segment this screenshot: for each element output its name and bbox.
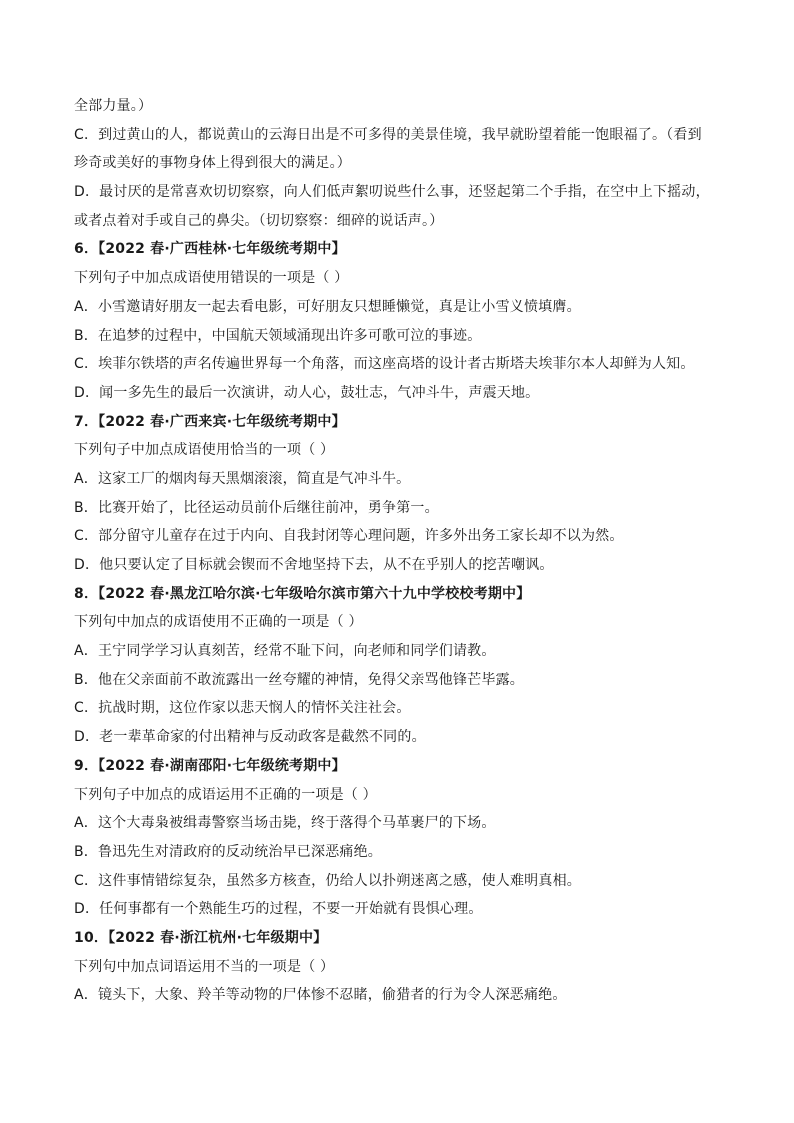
question-6-option-d: D．闻一多先生的最后一次演讲，动人心，鼓壮志，气冲斗牛，声震天地。 xyxy=(74,384,540,401)
question-9-option-c: C．这件事情错综复杂，虽然多方核查，仍给人以扑朔迷离之感，使人难明真相。 xyxy=(74,872,581,889)
question-7-option-d: D．他只要认定了目标就会锲而不舍地坚持下去，从不在乎别人的挖苦嘲讽。 xyxy=(74,557,554,573)
question-7-option-b: B．比赛开始了，比径运动员前仆后继往前冲，勇争第一。 xyxy=(74,499,439,516)
question-8-heading: 8．【2022 春·黑龙江哈尔滨·七年级哈尔滨市第六十九中学校校考期中】 xyxy=(74,585,531,602)
question-8-option-d: D．老一辈革命家的付出精神与反动政客是截然不同的。 xyxy=(74,729,426,746)
question-6-option-a: A．小雪邀请好朋友一起去看电影，可好朋友只想睡懒觉，真是让小雪义愤填膺。 xyxy=(74,298,581,315)
question-6-option-c: C．埃菲尔铁塔的声名传遍世界每一个角落，而这座高塔的设计者古斯塔夫埃菲尔本人却鲜为人知。 xyxy=(74,356,695,373)
question-7-heading: 7．【2022 春·广西来宾·七年级统考期中】 xyxy=(74,413,346,430)
question-10-stem: 下列句中加点词语运用不当的一项是（ ） xyxy=(74,958,335,975)
continuation-line: 全部力量。） xyxy=(74,98,153,114)
question-6-option-b: B．在追梦的过程中，中国航天领域涌现出许多可歌可泣的事迹。 xyxy=(74,327,482,344)
option-c-line-2: 珍奇或美好的事物身体上得到很大的满足。） xyxy=(74,155,351,172)
question-9-option-a: A．这个大毒枭被缉毒警察当场击毙，终于落得个马革裹尸的下场。 xyxy=(74,815,496,832)
question-8-option-a: A．王宁同学学习认真刻苦，经常不耻下问，向老师和同学们请教。 xyxy=(74,643,496,660)
question-8-stem: 下列句中加点的成语使用不正确的一项是（ ） xyxy=(74,614,363,631)
question-7-option-c: C．部分留守儿童存在过于内向、自我封闭等心理问题，许多外出务工家长却不以为然。 xyxy=(74,528,624,545)
question-9-stem: 下列句子中加点的成语运用不正确的一项是（ ） xyxy=(74,786,377,803)
document-content xyxy=(74,92,734,1010)
question-6-stem: 下列句子中加点成语使用错误的一项是（ ） xyxy=(74,270,349,287)
question-6-heading: 6．【2022 春·广西桂林·七年级统考期中】 xyxy=(74,241,346,258)
question-9-option-b: B．鲁迅先生对清政府的反动统治早已深恶痛绝。 xyxy=(74,843,383,860)
question-9-option-d: D．任何事都有一个熟能生巧的过程，不要一开始就有畏惧心理。 xyxy=(74,901,483,918)
question-7-stem: 下列句子中加点成语使用恰当的一项（ ） xyxy=(74,442,335,459)
option-d-line-1: D．最讨厌的是常喜欢切切察察，向人们低声絮叨说些什么事，还竖起第二个手指，在空中上下摇动， xyxy=(74,184,710,201)
option-c-line-1: C．到过黄山的人，都说黄山的云海日出是不可多得的美景佳境，我早就盼望着能一饱眼福了。（看到 xyxy=(74,126,702,143)
question-9-heading: 9．【2022 春·湖南邵阳·七年级统考期中】 xyxy=(74,757,346,774)
question-8-option-c: C．抗战时期，这位作家以悲天悯人的情怀关注社会。 xyxy=(74,700,411,717)
question-10-option-a: A．镜头下，大象、羚羊等动物的尸体惨不忍睹，偷猎者的行为令人深恶痛绝。 xyxy=(74,987,567,1004)
option-d-line-2: 或者点着对手或自己的鼻尖。（切切察察：细碎的说话声。） xyxy=(74,212,444,229)
question-8-option-b: B．他在父亲面前不敢流露出一丝夸耀的神情，免得父亲骂他锋芒毕露。 xyxy=(74,671,525,688)
question-7-option-a: A．这家工厂的烟肉每天黑烟滚滚，简直是气冲斗牛。 xyxy=(74,470,411,487)
question-10-heading: 10．【2022 春·浙江杭州·七年级期中】 xyxy=(74,929,328,946)
